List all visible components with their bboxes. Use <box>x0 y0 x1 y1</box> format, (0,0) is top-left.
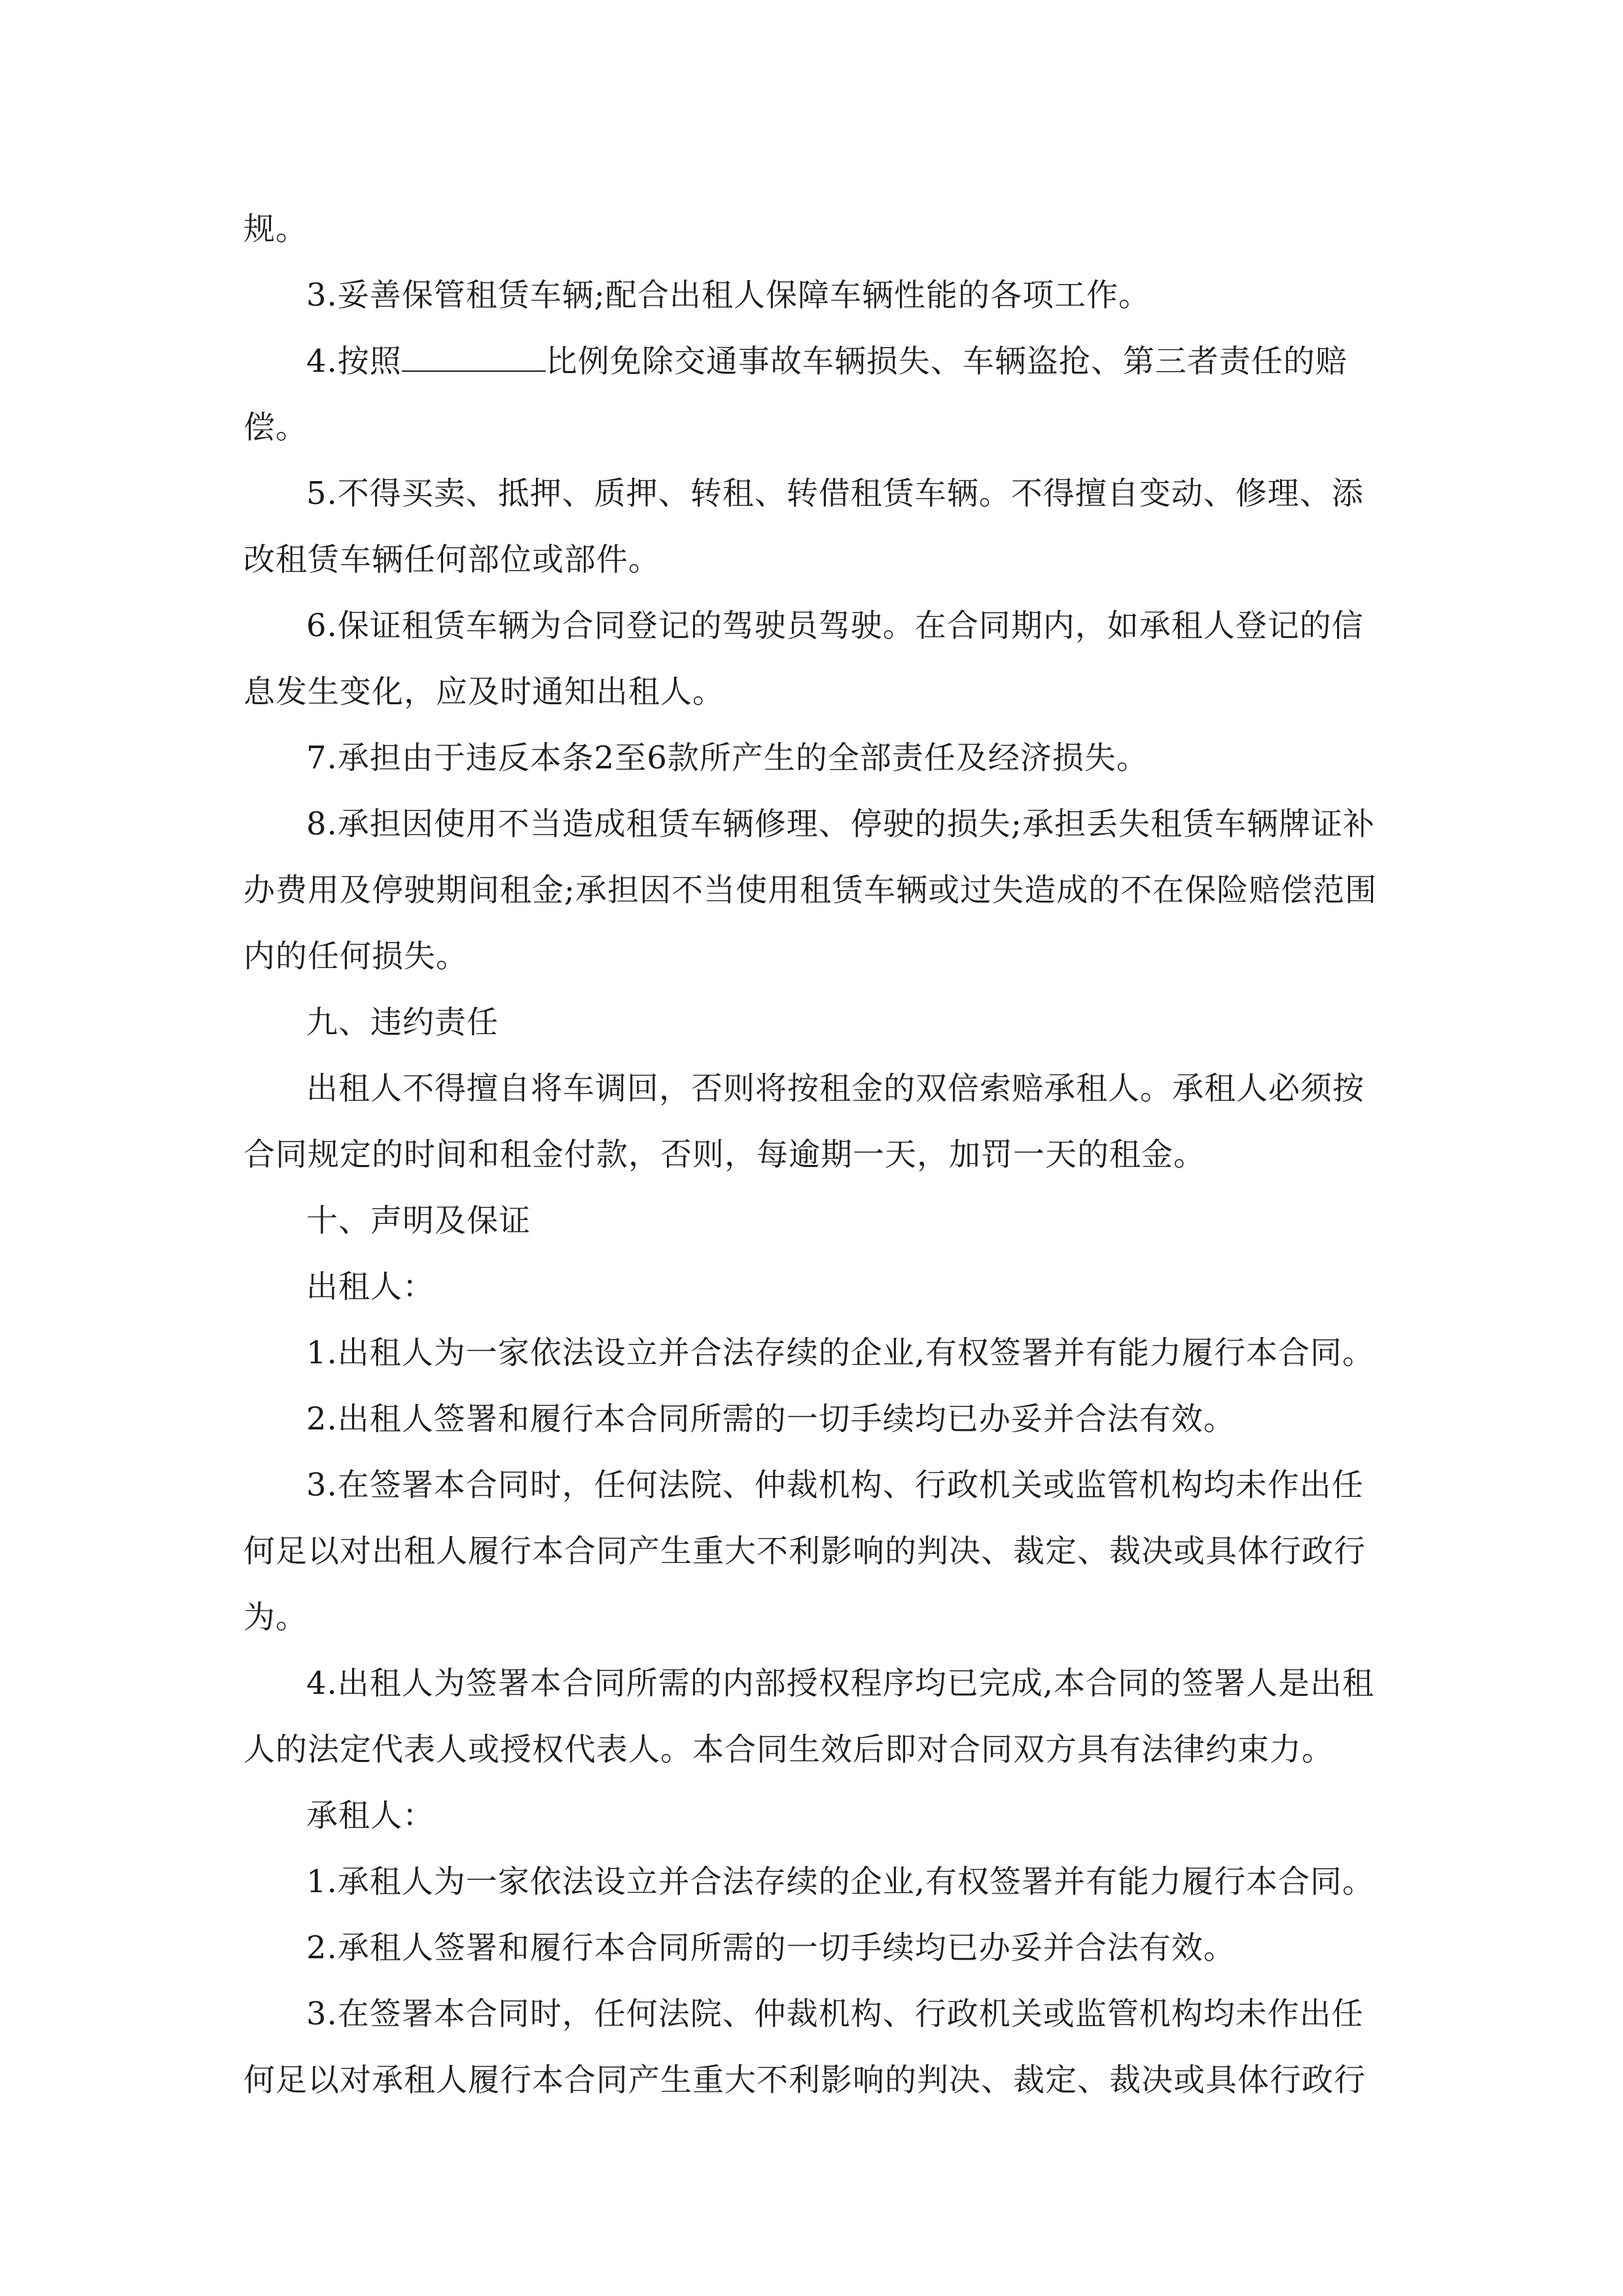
lessee-clause-1: 1.承租人为一家依法设立并合法存续的企业,有权签署并有能力履行本合同。 <box>306 1863 1375 1900</box>
breach-paragraph: 出租人不得擅自将车调回，否则将按租金的双倍索赔承租人。承租人必须按合同规定的时间和租金付款，否则，每逾期一天，加罚一天的租金。 <box>243 1070 1365 1173</box>
blank-field <box>402 344 546 372</box>
clause-8: 8.承担因使用不当造成租赁车辆修理、停驶的损失;承担丢失租赁车辆牌证补办费用及停驶期间租金;承担因不当使用租赁车辆或过失造成的不在保险赔偿范围内的任何损失。 <box>243 806 1378 975</box>
lessor-clause-1: 1.出租人为一家依法设立并合法存续的企业,有权签署并有能力履行本合同。 <box>306 1335 1375 1371</box>
lessee-clause-3: 3.在签署本合同时，任何法院、仲裁机构、行政机关或监管机构均未作出任何足以对承租人履行本合同产生重大不利影响的判决、裁定、裁决或具体行政行 <box>243 1996 1366 2098</box>
clause-5: 5.不得买卖、抵押、质押、转租、转借租赁车辆。不得擅自变动、修理、添改租赁车辆任何部位或部件。 <box>243 475 1364 578</box>
clause-4-start: 4.按照 <box>306 343 402 380</box>
lessor-clause-3: 3.在签署本合同时，任何法院、仲裁机构、行政机关或监管机构均未作出任何足以对出租人履行本合同产生重大不利影响的判决、裁定、裁决或具体行政行为。 <box>243 1467 1366 1636</box>
lessee-clause-2: 2.承租人签署和履行本合同所需的一切手续均已办妥并合法有效。 <box>306 1929 1236 1966</box>
clause-4-end: 比例免除交通事故车辆损失、车辆盗抢、第三者责任的赔偿。 <box>243 343 1347 446</box>
paragraph-continuation: 规。 <box>243 211 308 247</box>
clause-4 <box>243 329 1382 461</box>
lessor-heading: 出租人： <box>306 1268 435 1305</box>
clause-3: 3.妥善保管租赁车辆;配合出租人保障车辆性能的各项工作。 <box>306 277 1150 314</box>
section-heading-declarations: 十、声明及保证 <box>306 1202 531 1239</box>
clause-7: 7.承担由于违反本条2至6款所产生的全部责任及经济损失。 <box>306 740 1149 776</box>
lessor-clause-2: 2.出租人签署和履行本合同所需的一切手续均已办妥并合法有效。 <box>306 1401 1236 1437</box>
lessee-heading: 承租人： <box>306 1797 435 1834</box>
section-heading-breach: 九、违约责任 <box>306 1004 499 1041</box>
lessor-clause-4: 4.出租人为签署本合同所需的内部授权程序均已完成,本合同的签署人是出租人的法定代表人或授权代表人。本合同生效后即对合同双方具有法律约束力。 <box>243 1665 1375 1768</box>
document-body <box>243 196 1382 2113</box>
clause-6: 6.保证租赁车辆为合同登记的驾驶员驾驶。在合同期内，如承租人登记的信息发生变化，应及时通知出租人。 <box>243 607 1364 710</box>
